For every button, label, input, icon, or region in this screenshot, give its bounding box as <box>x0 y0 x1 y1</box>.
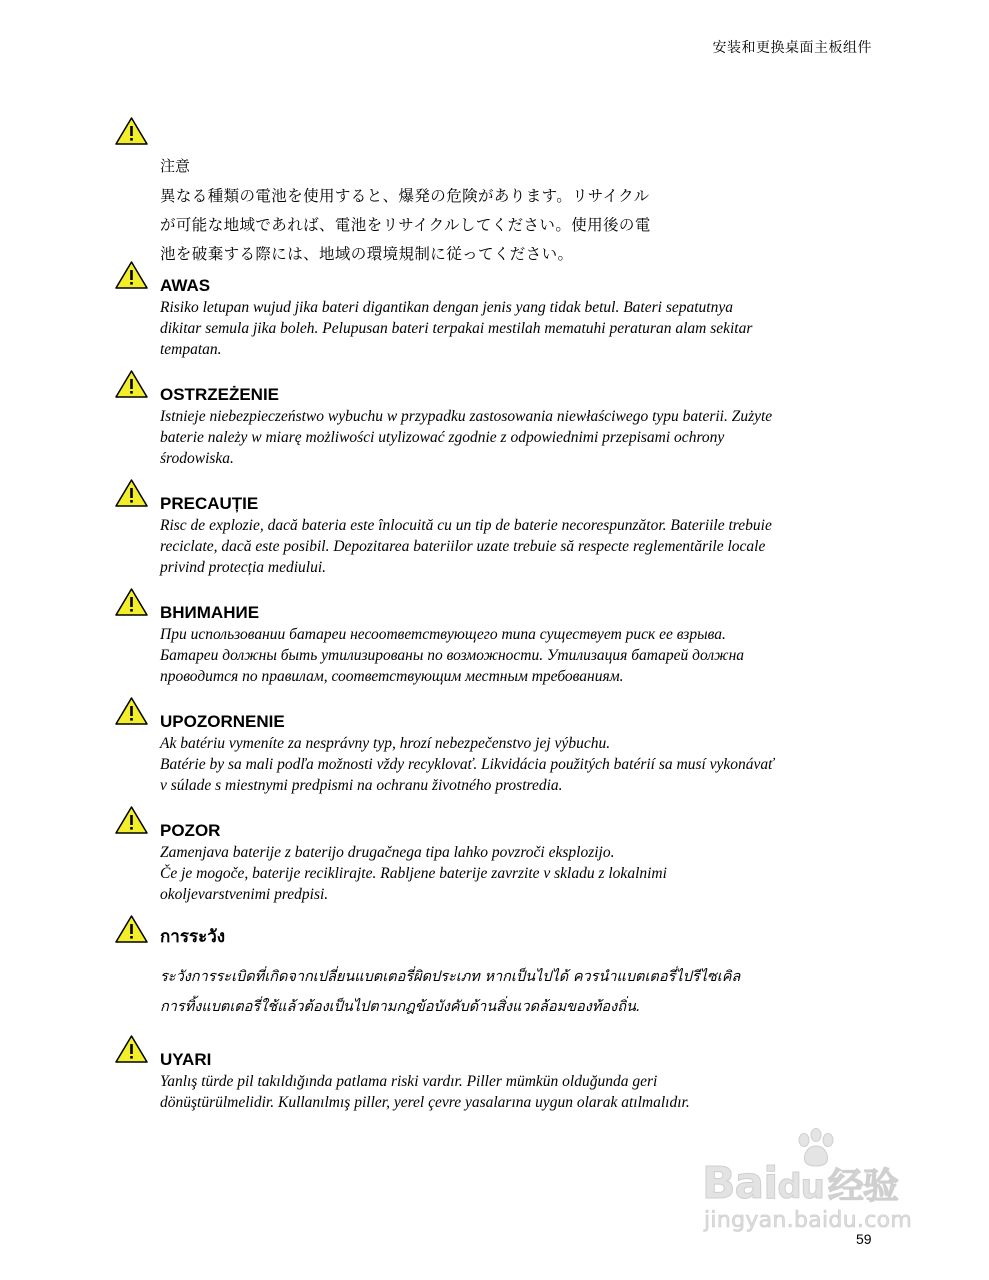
warning-triangle-icon <box>114 805 149 835</box>
warning-title: ВНИМАНИЕ <box>160 603 260 622</box>
warning-text <box>160 733 850 796</box>
warning-text-line: При использовании батареи несоответствующего типа существует риск ее взрыва. <box>160 626 726 643</box>
page-number: 59 <box>856 1231 872 1247</box>
warning-slovenian <box>114 805 834 905</box>
warning-title: 注意 <box>160 157 191 175</box>
warning-text <box>160 842 850 905</box>
warning-title: POZOR <box>160 821 221 840</box>
warning-text-line: Če je mogoče, baterije reciklirajte. Rabljene baterije zavrzite v skladu z lokalnimi <box>160 865 667 882</box>
warning-text-line: v súlade s miestnymi predpismi na ochranu životného prostredia. <box>160 777 563 794</box>
warning-text-line: Zamenjava baterije z baterijo drugačnega tipa lahko povzroči eksplozijo. <box>160 844 615 861</box>
warning-text-line: ระวังการระเบิดที่เกิดจากเปลี่ยนแบตเตอรี่ผิดประเภท หากเป็นไปได้ ควรนำแบตเตอรี่ไปรีไซเคิล <box>160 969 741 985</box>
warning-text <box>160 406 850 469</box>
warning-title: UPOZORNENIE <box>160 712 285 731</box>
warning-text-line: baterie należy w miarę możliwości utylizować zgodnie z odpowiednimi przepisami ochrony <box>160 429 725 446</box>
warning-text-line: dönüştürülmelidir. Kullanılmış piller, yerel çevre yasalarına uygun olarak atılmalıdır. <box>160 1094 690 1111</box>
warning-text-line: reciclate, dacă este posibil. Depozitarea bateriilor uzate trebuie să respecte reglementările locale <box>160 538 766 555</box>
warning-triangle-icon <box>114 587 149 617</box>
watermark-brand-du: du <box>777 1167 824 1207</box>
warning-title: UYARI <box>160 1050 212 1069</box>
warning-russian <box>114 587 834 687</box>
warning-text-line: Risc de explozie, dacă bateria este înlocuită cu un tip de baterie necorespunzător. Bateriile trebuie <box>160 517 772 534</box>
warning-text-line: privind protecția mediului. <box>160 559 327 576</box>
warning-triangle-icon <box>114 116 149 146</box>
warning-triangle-icon <box>114 696 149 726</box>
watermark-url: jingyan.baidu.com <box>704 1208 913 1233</box>
warning-text-line: が可能な地域であれば、電池をリサイクルしてください。使用後の電 <box>160 216 651 234</box>
warning-text-line: środowiska. <box>160 450 234 467</box>
watermark-brand <box>702 1158 898 1209</box>
warning-text-line: dikitar semula jika boleh. Pelupusan bateri terpakai mestilah mematuhi peraturan alam sekitar <box>160 320 753 337</box>
warning-text <box>160 515 850 578</box>
watermark-brand-bai: Bai <box>702 1158 778 1209</box>
warning-title: การระวัง <box>160 927 226 947</box>
warning-text-line: tempatan. <box>160 341 222 358</box>
baidu-watermark <box>698 1128 938 1240</box>
warning-text-line: проводится по правилам, соответствующим местным требованиям. <box>160 668 624 685</box>
warning-text <box>160 1071 850 1113</box>
warning-title: PRECAUȚIE <box>160 494 259 513</box>
warning-text <box>160 962 740 1022</box>
warning-triangle-icon <box>114 260 149 290</box>
warning-text-line: Istnieje niebezpieczeństwo wybuchu w przypadku zastosowania niewłaściwego typu baterii. Zużyte <box>160 408 773 425</box>
warning-text-line: 池を破棄する際には、地域の環境規制に従ってください。 <box>160 245 574 263</box>
warning-triangle-icon <box>114 478 149 508</box>
warning-text <box>160 297 850 360</box>
warning-turkish <box>114 1034 834 1124</box>
warning-triangle-icon <box>114 369 149 399</box>
warning-text-line: Батареи должны быть утилизированы по возможности. Утилизация батарей должна <box>160 647 745 664</box>
warning-slovak <box>114 696 834 796</box>
watermark-brand-cn: 经验 <box>827 1166 898 1207</box>
warning-thai <box>114 914 834 1024</box>
warning-malay <box>114 260 834 360</box>
warning-text <box>160 624 850 687</box>
warning-text-line: Risiko letupan wujud jika bateri digantikan dengan jenis yang tidak betul. Bateri sepatutnya <box>160 299 733 316</box>
warning-text-line: Yanlış türde pil takıldığında patlama riski vardır. Piller mümkün olduğunda geri <box>160 1073 658 1090</box>
warning-text-line: การทิ้งแบตเตอรี่ใช้แล้วต้องเป็นไปตามกฎข้อบังคับด้านสิ่งแวดล้อมของท้องถิ่น. <box>160 999 641 1015</box>
warning-text-line: 異なる種類の電池を使用すると、爆発の危険があります。リサイクル <box>160 187 650 205</box>
warning-text <box>160 182 651 269</box>
warning-japanese <box>114 116 834 263</box>
page-header-title: 安装和更换桌面主板组件 <box>712 40 872 56</box>
warning-triangle-icon <box>114 1034 149 1064</box>
warning-text-line: Ak batériu vymeníte za nesprávny typ, hrozí nebezpečenstvo jej výbuchu. <box>160 735 611 752</box>
warning-polish <box>114 369 834 469</box>
warning-text-line: Batérie by sa mali podľa možnosti vždy recyklovať. Likvidácia použitých batérií sa musí vykonávať <box>160 756 774 773</box>
warning-title: OSTRZEŻENIE <box>160 385 280 404</box>
warning-text-line: okoljevarstvenimi predpisi. <box>160 886 329 903</box>
warning-title: AWAS <box>160 276 211 295</box>
warning-triangle-icon <box>114 914 149 944</box>
warning-romanian <box>114 478 834 578</box>
